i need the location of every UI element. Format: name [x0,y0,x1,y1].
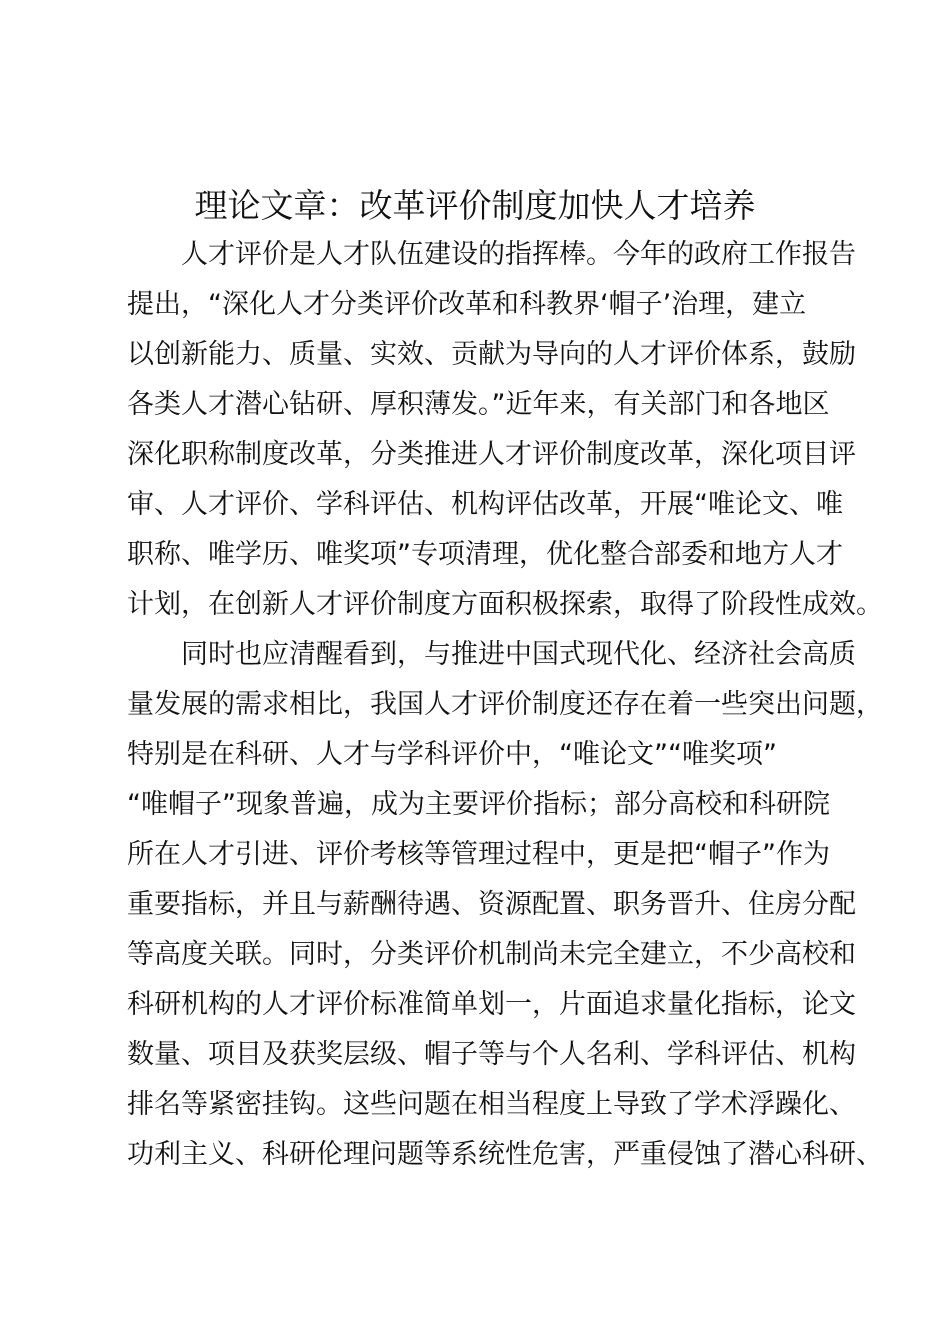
paragraph-line: 数量、项目及获奖层级、帽子等与个人名利、学科评估、机构 [127,1039,856,1070]
article-title: 理论文章：改革评价制度加快人才培养 [194,186,756,225]
paragraph-line: 以创新能力、质量、实效、贡献为导向的人才评价体系，鼓励 [127,339,856,370]
paragraph-line: 排名等紧密挂钩。这些问题在相当程度上导致了学术浮躁化、 [127,1089,856,1120]
paragraph-line: “唯帽子”现象普遍，成为主要评价指标；部分高校和科研院 [127,789,830,820]
paragraph-line: 特别是在科研、人才与学科评价中，“唯论文”“唯奖项” [127,739,777,770]
paragraph-1 [127,230,883,630]
paragraph-line: 计划，在创新人才评价制度方面积极探索，取得了阶段性成效。 [127,589,883,620]
paragraph-line: 人才评价是人才队伍建设的指挥棒。今年的政府工作报告 [181,239,856,270]
paragraph-line: 重要指标，并且与薪酬待遇、资源配置、职务晋升、住房分配 [127,889,856,920]
paragraph-line: 同时也应清醒看到，与推进中国式现代化、经济社会高质 [181,639,856,670]
paragraph-line: 职称、唯学历、唯奖项”专项清理，优化整合部委和地方人才 [127,539,843,570]
paragraph-line: 审、人才评价、学科评估、机构评估改革，开展“唯论文、唯 [127,489,843,520]
paragraph-line: 等高度关联。同时，分类评价机制尚未完全建立，不少高校和 [127,939,856,970]
paragraph-line: 各类人才潜心钻研、厚积薄发。”近年来，有关部门和各地区 [127,389,830,420]
paragraph-line: 量发展的需求相比，我国人才评价制度还存在着一些突出问题， [127,689,883,720]
paragraph-line: 提出，“深化人才分类评价改革和科教界‘帽子’治理，建立 [127,289,807,320]
paragraph-2 [127,630,883,1180]
paragraph-line: 功利主义、科研伦理问题等系统性危害，严重侵蚀了潜心科研、 [127,1139,883,1170]
paragraph-line: 所在人才引进、评价考核等管理过程中，更是把“帽子”作为 [127,839,830,870]
paragraph-line: 科研机构的人才评价标准简单划一，片面追求量化指标，论文 [127,989,856,1020]
paragraph-line: 深化职称制度改革，分类推进人才评价制度改革，深化项目评 [127,439,856,470]
